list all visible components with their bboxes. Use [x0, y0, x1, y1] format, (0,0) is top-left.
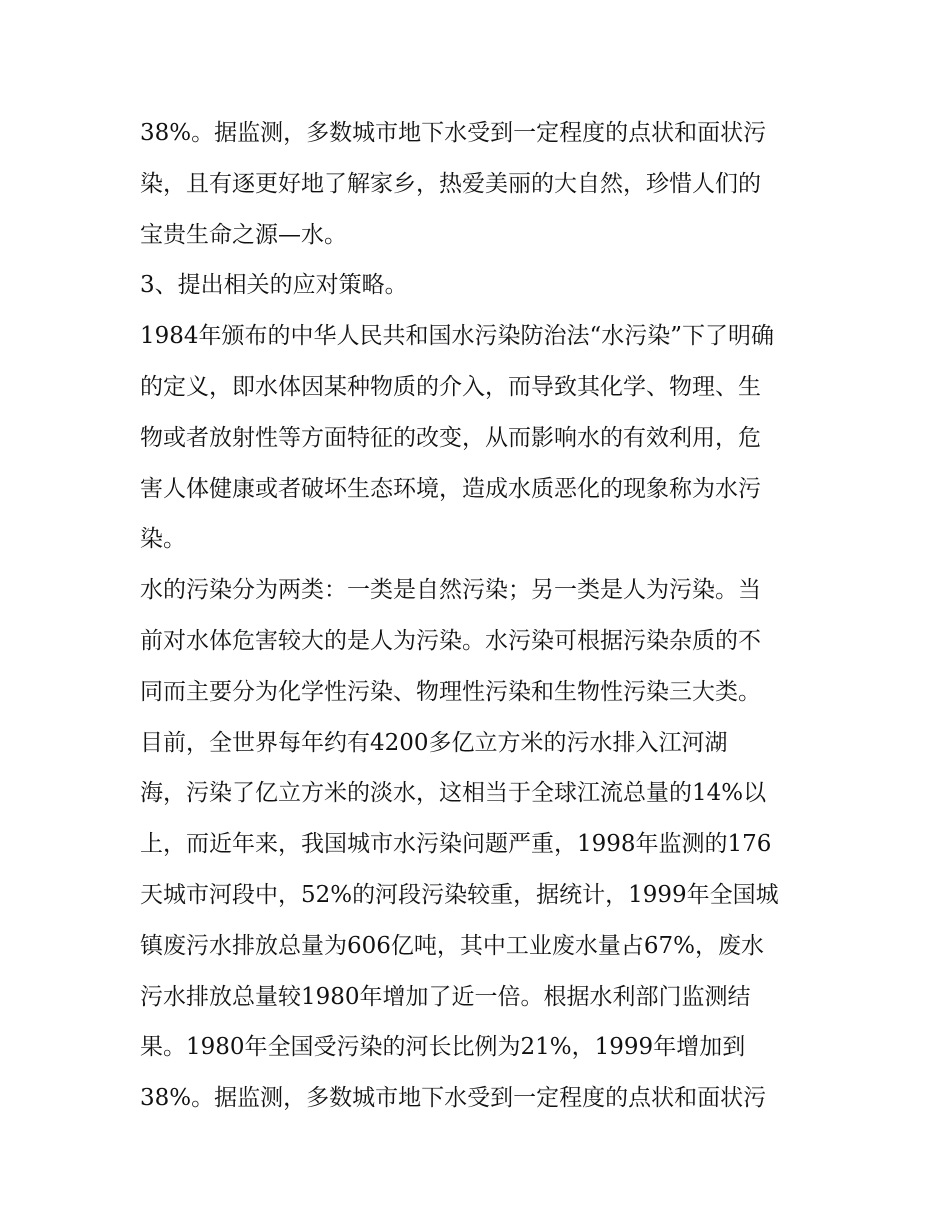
text-line: 果。1980年全国受污染的河长比例为21%，1999年增加到: [140, 1034, 746, 1061]
text-line: 天城市河段中，52%的河段污染较重，据统计，1999年全国城: [140, 881, 779, 908]
text-line: 宝贵生命之源—水。: [140, 221, 347, 248]
text-line: 害人体健康或者破坏生态环境，造成水质恶化的现象称为水污: [140, 475, 761, 502]
document-body: [140, 108, 820, 1124]
text-line: 3、提出相关的应对策略。: [140, 272, 408, 299]
text-line: 38%。据监测，多数城市地下水受到一定程度的点状和面状污: [140, 120, 767, 146]
text-line: 物或者放射性等方面特征的改变，从而影响水的有效利用，危: [140, 424, 761, 451]
text-line: 同而主要分为化学性污染、物理性污染和生物性污染三大类。: [140, 678, 761, 705]
text-line: 目前，全世界每年约有4200多亿立方米的污水排入江河湖: [140, 729, 728, 756]
text-line: 染，且有逐更好地了解家乡，热爱美丽的大自然，珍惜人们的: [140, 170, 761, 197]
text-line: 的定义，即水体因某种物质的介入，而导致其化学、物理、生: [140, 373, 761, 400]
text-line: 1984年颁布的中华人民共和国水污染防治法“水污染”下了明确: [140, 323, 775, 350]
text-line: 海，污染了亿立方米的淡水，这相当于全球江流总量的14%以: [140, 780, 767, 807]
text-line: 前对水体危害较大的是人为污染。水污染可根据污染杂质的不: [140, 627, 761, 654]
text-line: 染。: [140, 526, 186, 553]
text-line: 38%。据监测，多数城市地下水受到一定程度的点状和面状污: [140, 1085, 767, 1112]
text-line: 镇废污水排放总量为606亿吨，其中工业废水量占67%，废水: [140, 932, 765, 959]
text-line: 污水排放总量较1980年增加了近一倍。根据水利部门监测结: [140, 983, 751, 1010]
text-line: 水的污染分为两类：一类是自然污染；另一类是人为污染。当: [140, 577, 761, 604]
text-line: 上，而近年来，我国城市水污染问题严重，1998年监测的176: [140, 831, 772, 858]
